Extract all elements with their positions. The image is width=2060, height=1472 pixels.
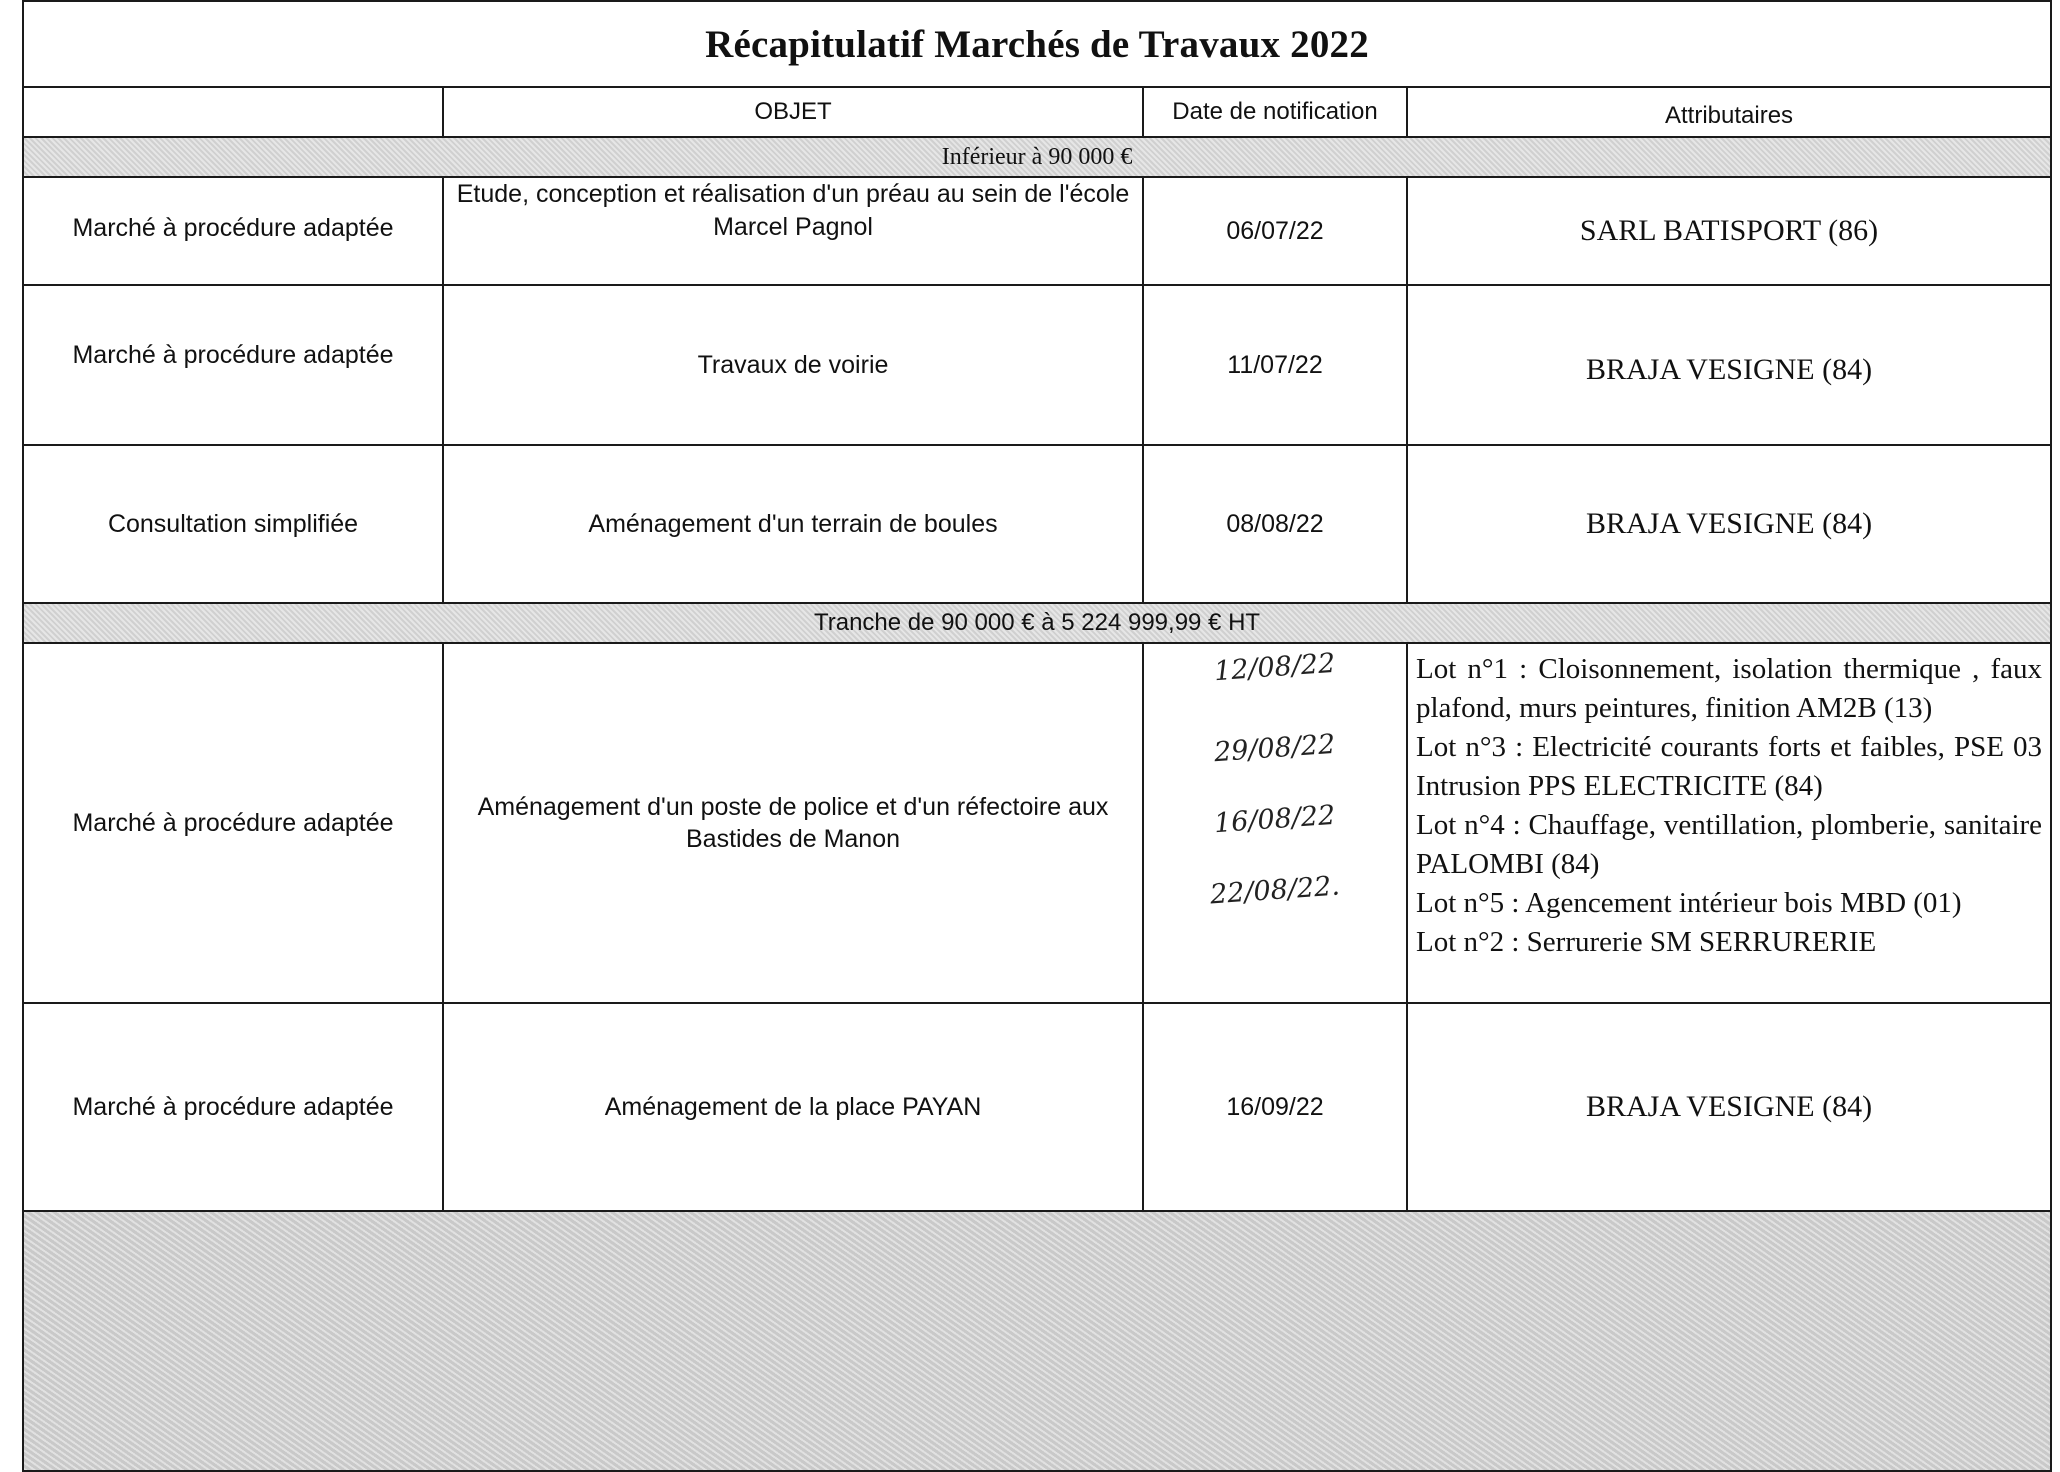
procedure-cell: Marché à procédure adaptée bbox=[23, 177, 443, 285]
objet-cell: Aménagement de la place PAYAN bbox=[443, 1003, 1143, 1211]
lots-cell bbox=[1407, 643, 2051, 1003]
header-row bbox=[23, 87, 2051, 137]
procedure-cell: Marché à procédure adaptée bbox=[23, 643, 443, 1003]
document-sheet bbox=[22, 0, 2050, 1358]
date-cell: 11/07/22 bbox=[1143, 285, 1407, 445]
handwritten-date: 29/08/22 bbox=[1213, 728, 1337, 769]
table-row bbox=[23, 177, 2051, 285]
header-objet: OBJET bbox=[443, 87, 1143, 137]
handwritten-date: 22/08/22. bbox=[1209, 870, 1341, 911]
header-date: Date de notification bbox=[1143, 87, 1407, 137]
attributaire-cell: BRAJA VESIGNE (84) bbox=[1407, 285, 2051, 445]
section-label: Tranche de 90 000 € à 5 224 999,99 € HT bbox=[23, 603, 2051, 643]
lot-entry: Lot n°4 : Chauffage, ventillation, plomberie, sanitaire PALOMBI (84) bbox=[1416, 809, 2043, 880]
date-cell: 08/08/22 bbox=[1143, 445, 1407, 603]
attributaire-cell: SARL BATISPORT (86) bbox=[1407, 177, 2051, 285]
attributaire-cell: BRAJA VESIGNE (84) bbox=[1407, 1003, 2051, 1211]
objet-cell: Aménagement d'un poste de police et d'un réfectoire aux Bastides de Manon bbox=[443, 643, 1143, 1003]
lot-entry: Lot n°5 : Agencement intérieur bois MBD (01) bbox=[1416, 887, 1962, 919]
lot-entry: Lot n°1 : Cloisonnement, isolation thermique , faux plafond, murs peintures, finition AM2B (13) bbox=[1416, 653, 2043, 724]
header-type bbox=[23, 87, 443, 137]
table-row bbox=[23, 1003, 2051, 1211]
handwritten-date: 12/08/22 bbox=[1213, 647, 1337, 688]
recap-table bbox=[22, 0, 2052, 1472]
section-label: Inférieur à 90 000 € bbox=[23, 137, 2051, 177]
date-cell: 06/07/22 bbox=[1143, 177, 1407, 285]
objet-cell: Aménagement d'un terrain de boules bbox=[443, 445, 1143, 603]
handwritten-date: 16/08/22 bbox=[1213, 799, 1337, 840]
section-row bbox=[23, 603, 2051, 643]
lot-entry: Lot n°3 : Electricité courants forts et faibles, PSE 03 Intrusion PPS ELECTRICITE (84) bbox=[1416, 731, 2043, 802]
lot-entry: Lot n°2 : Serrurerie SM SERRURERIE bbox=[1416, 926, 1877, 958]
table-row bbox=[23, 643, 2051, 1003]
attributaire-cell: BRAJA VESIGNE (84) bbox=[1407, 445, 2051, 603]
document-title: Récapitulatif Marchés de Travaux 2022 bbox=[23, 1, 2051, 87]
handwritten-dates-cell bbox=[1143, 643, 1407, 1003]
date-cell: 16/09/22 bbox=[1143, 1003, 1407, 1211]
shaded-footer bbox=[23, 1211, 2051, 1471]
procedure-cell: Marché à procédure adaptée bbox=[23, 1003, 443, 1211]
footer-row bbox=[23, 1211, 2051, 1471]
header-attributaires: Attributaires bbox=[1407, 87, 2051, 137]
handwritten-dates bbox=[1144, 644, 1406, 911]
objet-cell: Etude, conception et réalisation d'un préau au sein de l'école Marcel Pagnol bbox=[443, 177, 1143, 285]
table-row bbox=[23, 285, 2051, 445]
objet-cell: Travaux de voirie bbox=[443, 285, 1143, 445]
procedure-cell: Marché à procédure adaptée bbox=[23, 285, 443, 445]
procedure-cell: Consultation simplifiée bbox=[23, 445, 443, 603]
table-row bbox=[23, 445, 2051, 603]
section-row bbox=[23, 137, 2051, 177]
title-row bbox=[23, 1, 2051, 87]
